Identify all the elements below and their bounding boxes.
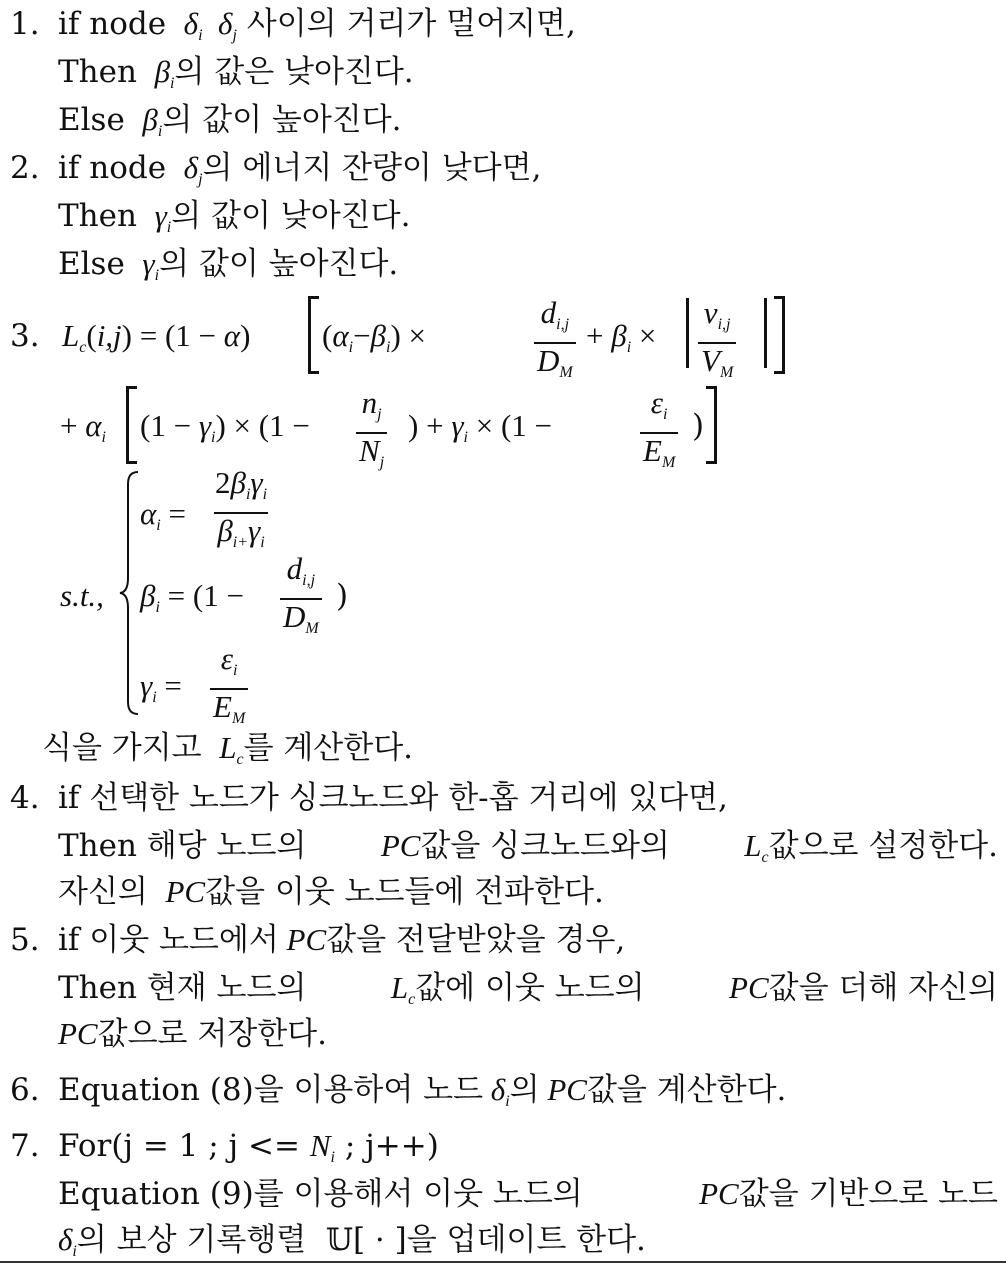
step-2-line-3: Else $\gamma_i$의 값이 높아진다. xyxy=(58,246,399,284)
condition-text: 의 에너지 잔량이 낮다면, xyxy=(202,150,542,186)
step-4-line-3: 자신의 PC값을 이웃 노드들에 전파한다. xyxy=(58,874,604,910)
st-label: s.t., xyxy=(60,578,104,613)
right-bracket xyxy=(706,386,717,464)
step-2-line-2: Then $\gamma_i$의 값이 낮아진다. xyxy=(58,198,411,236)
else-keyword: Else xyxy=(58,246,125,282)
step-4-line-2: Then 해당 노드의 PC값을 싱크노드와의 $L_c$값으로 설정한다. xyxy=(58,828,998,866)
abs-bar-left xyxy=(686,298,689,368)
step-7-line-3: $\delta_i$의 보상 기록행렬 𝕌[ · ]을 업데이트 한다. xyxy=(58,1222,646,1260)
step-5-line-3: PC값으로 저장한다. xyxy=(58,1016,327,1052)
then-text: 의 값은 낮아진다. xyxy=(174,54,414,90)
step-1-line-2: Then $\beta_i$의 값은 낮아진다. xyxy=(58,54,414,92)
if-keyword: if node xyxy=(58,150,167,186)
if-keyword: if node xyxy=(58,6,167,42)
fraction-n-over-N: $\frac{n_j}{N_j}$ xyxy=(356,386,387,480)
step-7-line-2: Equation (9)를 이용해서 이웃 노드의 PC값을 기반으로 노드 xyxy=(58,1176,998,1212)
left-bracket xyxy=(126,386,137,464)
step-5-line-2: Then 현재 노드의 $L_c$값에 이웃 노드의 PC값을 더해 자신의 xyxy=(58,970,998,1008)
left-brace xyxy=(118,470,142,716)
fraction-eps-over-E: $\frac{\varepsilon_i}{E_M}$ xyxy=(640,386,678,480)
fraction-v-over-V: $\frac{v_{i,j}}{V_M}$ xyxy=(698,296,736,390)
then-keyword: Then xyxy=(58,198,137,234)
bottom-rule xyxy=(0,1261,1006,1263)
else-keyword: Else xyxy=(58,102,125,138)
right-bracket xyxy=(774,296,785,374)
abs-bar-right xyxy=(764,298,767,368)
step-number: 1. xyxy=(10,6,40,42)
left-bracket xyxy=(308,296,319,374)
step-3-calc-line: 식을 가지고 $L_c$를 계산한다. xyxy=(42,730,414,768)
fraction-d-over-D: $\frac{d_{i,j}}{D_M}$ xyxy=(534,296,576,390)
step-1-line-3: Else $\beta_i$의 값이 높아진다. xyxy=(58,102,402,140)
then-text: 의 값이 낮아진다. xyxy=(171,198,411,234)
condition-text: 사이의 거리가 멀어지면, xyxy=(246,6,576,42)
else-text: 의 값이 높아진다. xyxy=(159,246,399,282)
step-number: 2. xyxy=(10,150,40,186)
then-keyword: Then xyxy=(58,54,137,90)
else-text: 의 값이 높아진다. xyxy=(162,102,402,138)
